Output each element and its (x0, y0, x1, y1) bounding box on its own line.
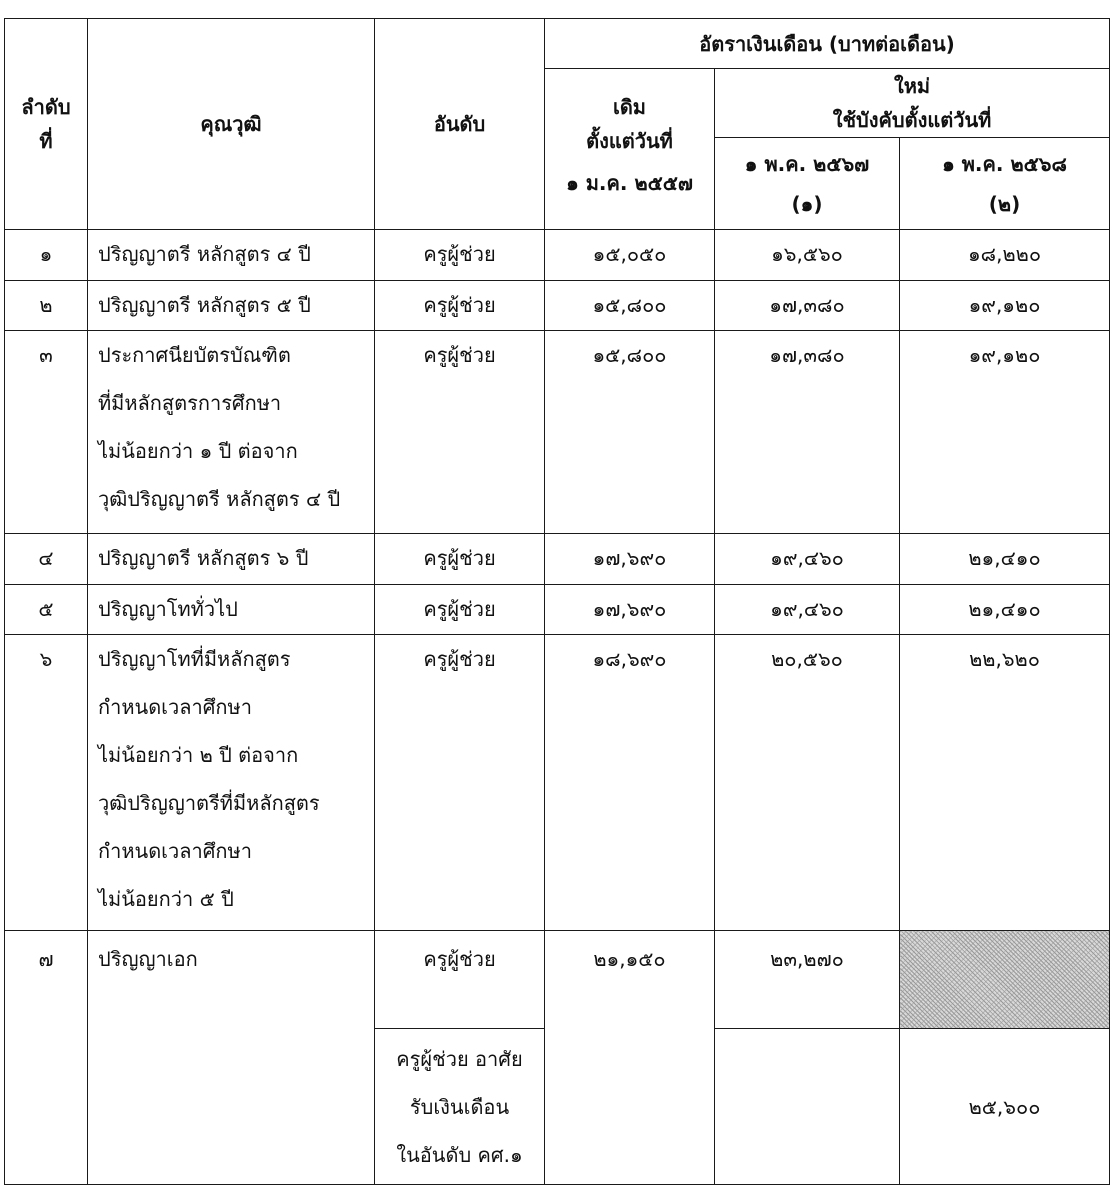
cell-old-salary: ๒๑,๑๕๐ (545, 931, 715, 1185)
header-new2-index: (๒) (988, 191, 1021, 216)
cell-new-salary-1: ๑๖,๕๖๐ (715, 230, 900, 281)
table-row (5, 230, 1110, 281)
cell-old-salary: ๑๗,๖๙๐ (545, 585, 715, 635)
header-old-line3: ๑ ม.ค. ๒๕๕๗ (566, 171, 693, 195)
qualification-line: ปริญญาตรี หลักสูตร ๖ ปี (98, 545, 309, 570)
qualification-line: ปริญญาโททั่วไป (98, 597, 238, 622)
cell-no: ๗ (5, 931, 88, 1185)
salary-table (4, 18, 1110, 1185)
cell-new-salary-1: ๑๗,๓๘๐ (715, 281, 900, 331)
table-row (5, 281, 1110, 331)
header-new1-date: ๑ พ.ค. ๒๕๖๗ (744, 151, 870, 176)
cell-new-salary-2: ๒๑,๔๑๐ (900, 533, 1110, 584)
cell-qualification (88, 585, 375, 635)
header-no (5, 19, 88, 230)
cell-new-salary-2: ๒๕,๖๐๐ (900, 1029, 1110, 1185)
cell-old-salary: ๑๗,๖๙๐ (545, 533, 715, 584)
qualification-line: ไม่น้อยกว่า ๕ ปี (98, 887, 234, 912)
cell-new-salary-2: ๒๑,๔๑๐ (900, 585, 1110, 635)
header-new1 (715, 138, 900, 230)
cell-qualification (88, 331, 375, 534)
cell-new-salary-1: ๑๗,๓๘๐ (715, 331, 900, 534)
cell-no: ๓ (5, 331, 88, 534)
rank-line: รับเงินเดือน (409, 1095, 510, 1120)
cell-no: ๖ (5, 635, 88, 931)
header-new (715, 69, 1110, 138)
cell-old-salary: ๑๕,๘๐๐ (545, 281, 715, 331)
table-row (5, 931, 1110, 1029)
header-no-line1: ลำดับ (21, 95, 71, 119)
cell-rank: ครูผู้ช่วย (375, 281, 545, 331)
cell-new-salary-2: ๑๙,๑๒๐ (900, 281, 1110, 331)
cell-rank: ครูผู้ช่วย (375, 931, 545, 1029)
cell-qualification (88, 230, 375, 281)
cell-rank: ครูผู้ช่วย (375, 230, 545, 281)
header-new-line1: ใหม่ (893, 74, 931, 98)
header-qualification: คุณวุฒิ (88, 19, 375, 230)
header-old (545, 69, 715, 230)
header-new2-date: ๑ พ.ค. ๒๕๖๘ (942, 151, 1067, 176)
header-old-line2: ตั้งแต่วันที่ (586, 129, 673, 153)
qualification-line: ไม่น้อยกว่า ๒ ปี ต่อจาก (98, 743, 299, 768)
qualification-line: ปริญญาตรี หลักสูตร ๕ ปี (98, 293, 311, 318)
cell-new-salary-1: ๑๙,๔๖๐ (715, 533, 900, 584)
cell-old-salary: ๑๕,๐๕๐ (545, 230, 715, 281)
header-salary-group: อัตราเงินเดือน (บาทต่อเดือน) (545, 19, 1110, 69)
header-new-line2: ใช้บังคับตั้งแต่วันที่ (832, 108, 992, 132)
header-old-line1: เดิม (612, 95, 646, 119)
cell-new-salary-2: ๒๒,๖๒๐ (900, 635, 1110, 931)
header-new1-index: (๑) (791, 191, 823, 216)
cell-qualification (88, 931, 375, 1185)
cell-new-salary-1: ๒๓,๒๗๐ (715, 931, 900, 1029)
cell-rank: ครูผู้ช่วย (375, 533, 545, 584)
cell-no: ๑ (5, 230, 88, 281)
qualification-line: วุฒิปริญญาตรีที่มีหลักสูตร (98, 791, 320, 816)
qualification-line: ปริญญาเอก (98, 947, 198, 972)
cell-new-salary-1 (715, 1029, 900, 1185)
qualification-line: ที่มีหลักสูตรการศึกษา (98, 391, 282, 416)
table-row (5, 533, 1110, 584)
header-rank: อันดับ (375, 19, 545, 230)
cell-no: ๕ (5, 585, 88, 635)
qualification-line: ปริญญาตรี หลักสูตร ๔ ปี (98, 242, 311, 266)
cell-new-salary-1: ๑๙,๔๖๐ (715, 585, 900, 635)
cell-new-salary-1: ๒๐,๕๖๐ (715, 635, 900, 931)
cell-rank: ครูผู้ช่วย (375, 585, 545, 635)
cell-no: ๔ (5, 533, 88, 584)
cell-old-salary: ๑๕,๘๐๐ (545, 331, 715, 534)
cell-rank (375, 1029, 545, 1185)
cell-new-salary-2-shaded (900, 931, 1110, 1029)
qualification-line: ประกาศนียบัตรบัณฑิต (98, 343, 291, 368)
cell-qualification (88, 281, 375, 331)
qualification-line: กำหนดเวลาศึกษา (98, 695, 252, 720)
qualification-line: ปริญญาโทที่มีหลักสูตร (98, 647, 291, 672)
cell-no: ๒ (5, 281, 88, 331)
table-row (5, 585, 1110, 635)
rank-line: ครูผู้ช่วย อาศัย (396, 1047, 523, 1072)
cell-rank: ครูผู้ช่วย (375, 331, 545, 534)
cell-old-salary: ๑๘,๖๙๐ (545, 635, 715, 931)
qualification-line: กำหนดเวลาศึกษา (98, 839, 252, 864)
table-row (5, 331, 1110, 534)
cell-rank: ครูผู้ช่วย (375, 635, 545, 931)
cell-new-salary-2: ๑๙,๑๒๐ (900, 331, 1110, 534)
header-new2 (900, 138, 1110, 230)
cell-qualification (88, 533, 375, 584)
qualification-line: วุฒิปริญญาตรี หลักสูตร ๔ ปี (98, 487, 341, 512)
header-no-line2: ที่ (39, 129, 53, 153)
table-row (5, 635, 1110, 931)
cell-qualification (88, 635, 375, 931)
rank-line: ในอันดับ คศ.๑ (396, 1143, 523, 1168)
qualification-line: ไม่น้อยกว่า ๑ ปี ต่อจาก (98, 439, 298, 464)
cell-new-salary-2: ๑๘,๒๒๐ (900, 230, 1110, 281)
